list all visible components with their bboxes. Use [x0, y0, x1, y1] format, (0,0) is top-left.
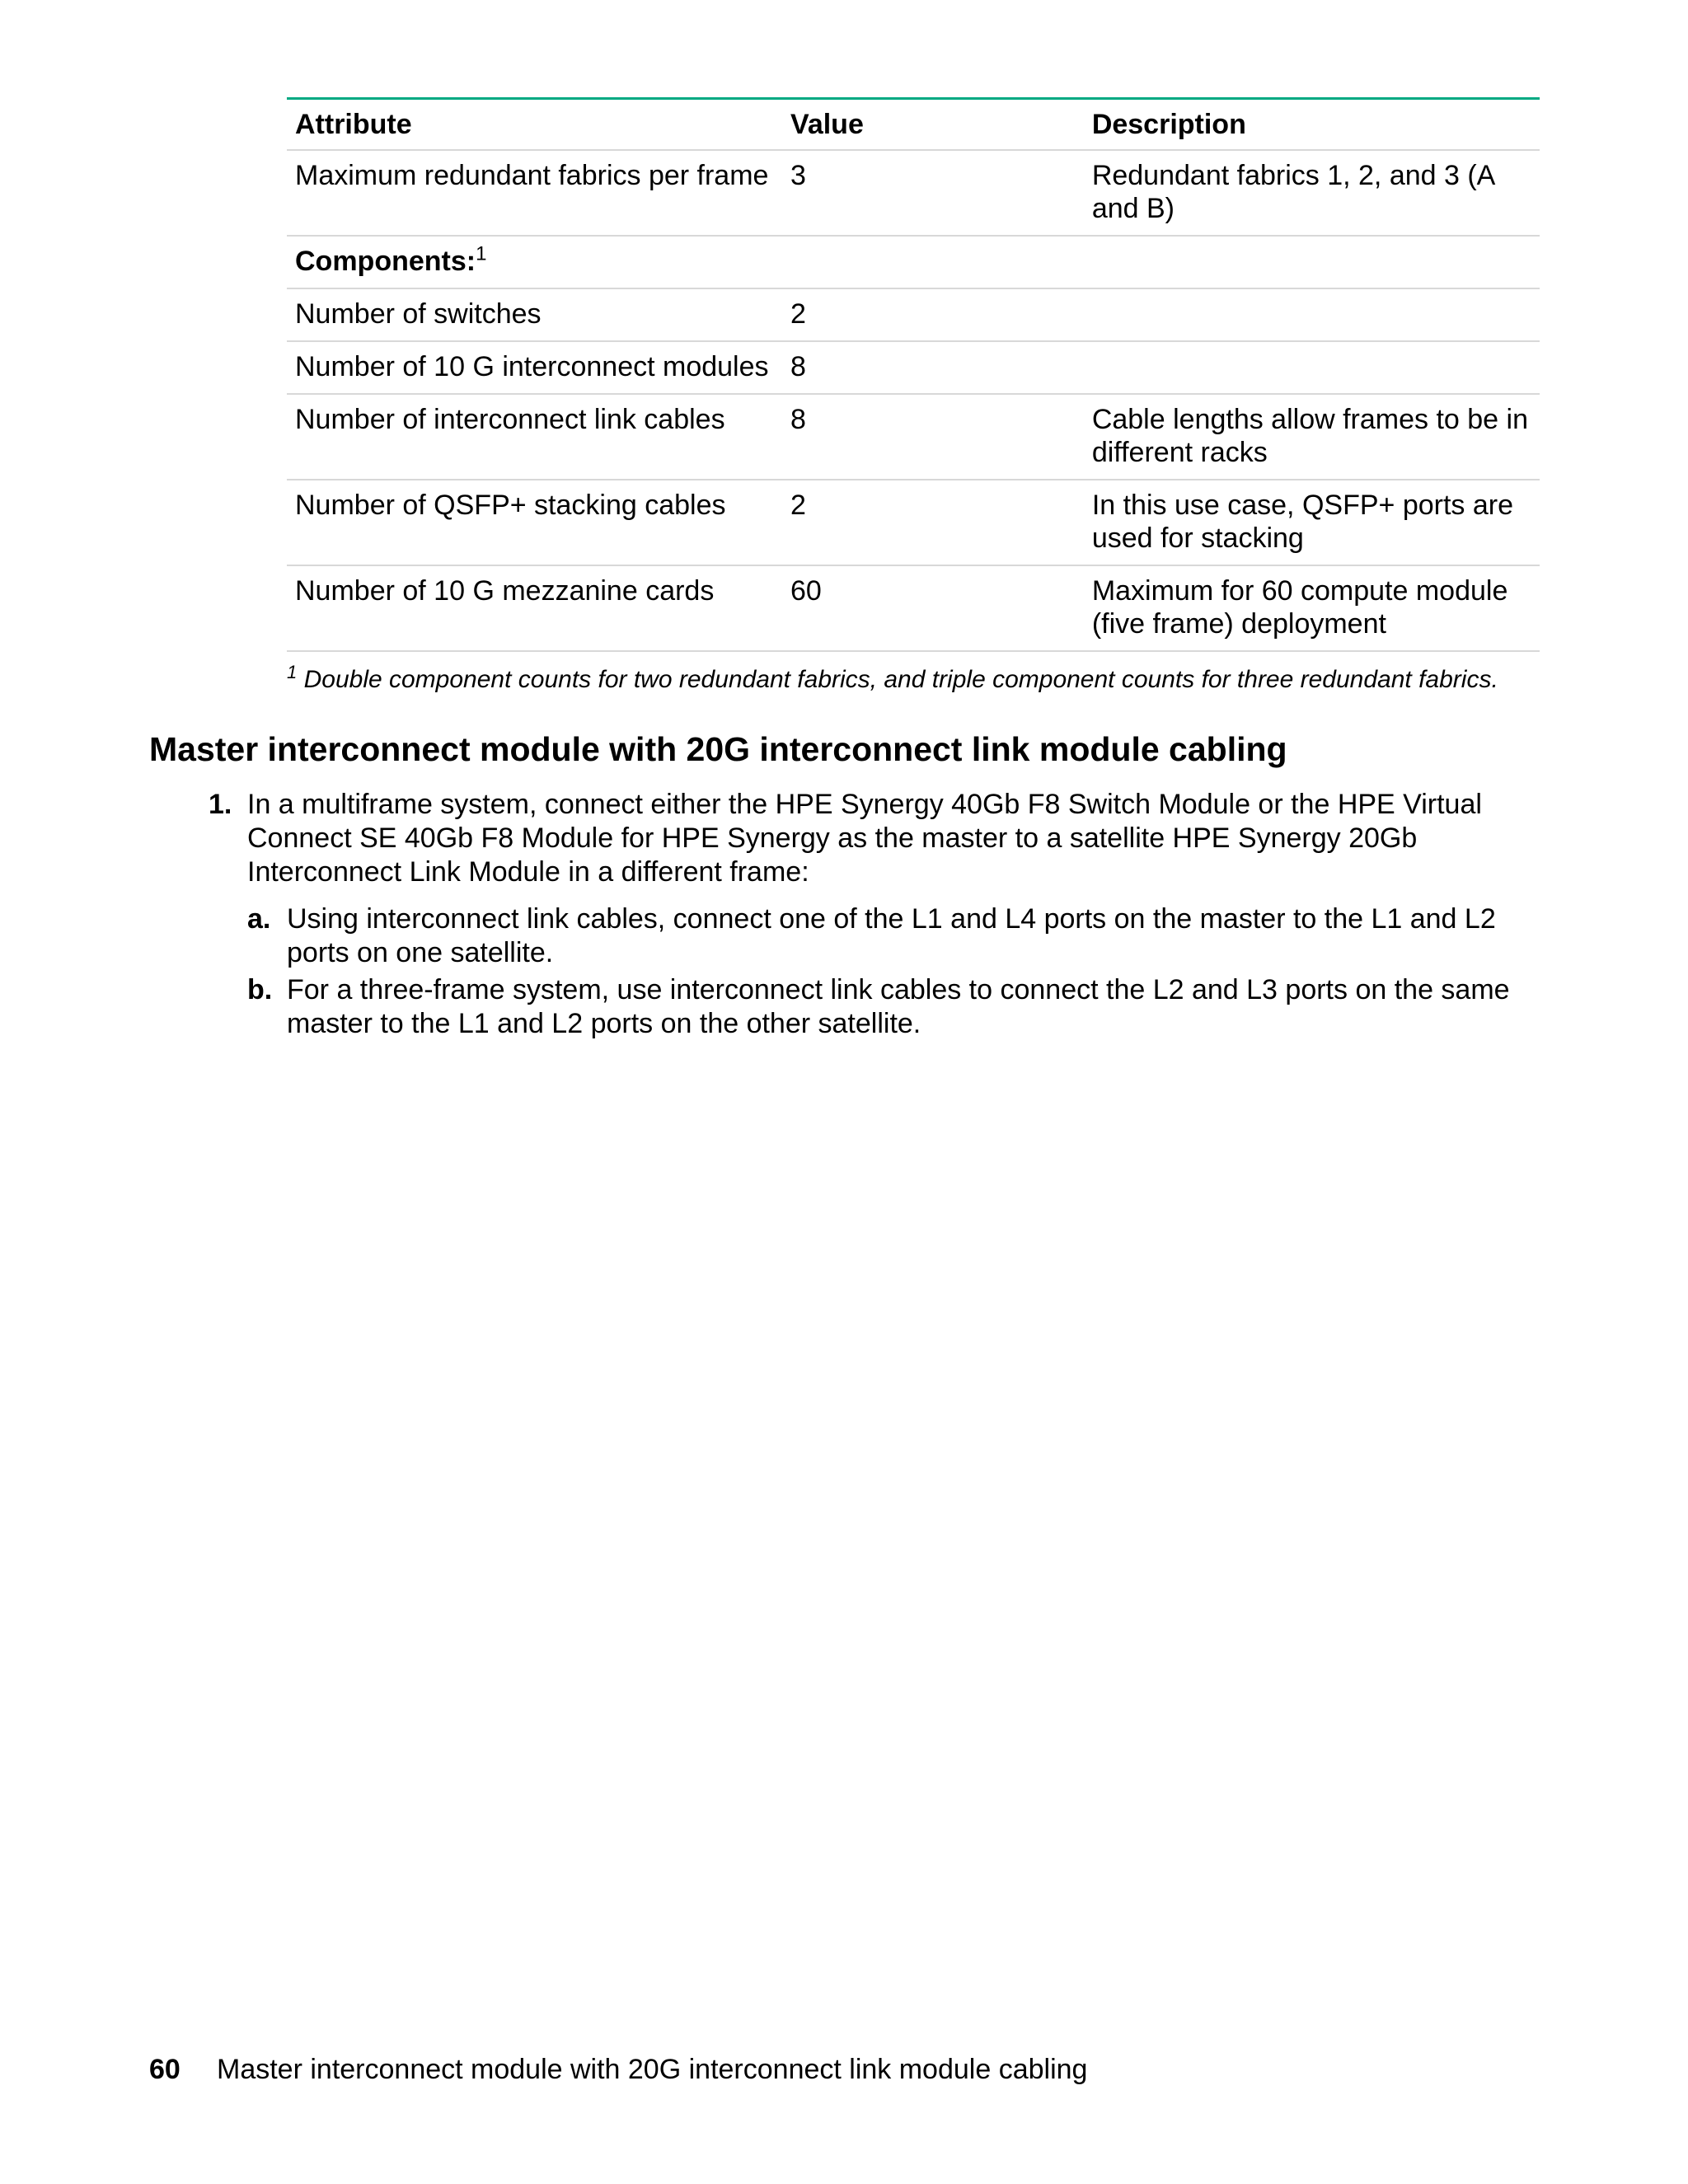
value-cell: 2: [782, 288, 1084, 341]
description-cell: [1084, 236, 1540, 288]
attribute-cell: Number of switches: [287, 288, 782, 341]
step-number: 1.: [209, 789, 232, 820]
step-1: [209, 788, 1541, 1041]
footnote-marker: 1: [287, 662, 298, 682]
table-row: [287, 288, 1540, 341]
attribute-cell: Number of 10 G interconnect modules: [287, 341, 782, 394]
header-description: Description: [1084, 99, 1540, 151]
table-row: [287, 565, 1540, 651]
attribute-cell: Number of QSFP+ stacking cables: [287, 480, 782, 565]
attribute-cell: Maximum redundant fabrics per frame: [287, 150, 782, 236]
description-cell: In this use case, QSFP+ ports are used for stacking: [1084, 480, 1540, 565]
attribute-cell: Number of interconnect link cables: [287, 394, 782, 480]
substeps-list: [247, 902, 1541, 1041]
value-cell: 8: [782, 341, 1084, 394]
header-value: Value: [782, 99, 1084, 151]
substep-letter: a.: [247, 903, 271, 935]
description-cell: Redundant fabrics 1, 2, and 3 (A and B): [1084, 150, 1540, 236]
footnote-text: Double component counts for two redundant fabrics, and triple component counts for three redundant fabrics.: [303, 666, 1498, 693]
description-cell: [1084, 341, 1540, 394]
description-cell: Cable lengths allow frames to be in different racks: [1084, 394, 1540, 480]
procedure-steps: [209, 788, 1541, 1044]
page-footer: [149, 2053, 1087, 2086]
table-footnote: [287, 664, 1498, 696]
table-group-row: [287, 236, 1540, 288]
step-text: In a multiframe system, connect either the HPE Synergy 40Gb F8 Switch Module or the HPE Virtual Connect SE 40Gb F8 Module for HPE Synergy as the master to a satellite HPE Synergy 20Gb Interconnect Link Module in a different frame:: [247, 789, 1482, 888]
table-row: [287, 480, 1540, 565]
description-cell: Maximum for 60 compute module (five frame) deployment: [1084, 565, 1540, 651]
substep-a: [247, 902, 1541, 970]
value-cell: [782, 236, 1084, 288]
page-number: 60: [149, 2054, 181, 2085]
substep-text: Using interconnect link cables, connect one of the L1 and L4 ports on the master to the L1 and L2 ports on one satellite.: [287, 903, 1496, 968]
table-row: [287, 341, 1540, 394]
attribute-cell: Number of 10 G mezzanine cards: [287, 565, 782, 651]
substep-b: [247, 973, 1541, 1041]
description-cell: [1084, 288, 1540, 341]
value-cell: 60: [782, 565, 1084, 651]
substep-letter: b.: [247, 974, 273, 1005]
components-group-label: Components:: [295, 246, 476, 277]
table-row: [287, 150, 1540, 236]
specifications-table: [287, 97, 1540, 652]
footer-title: Master interconnect module with 20G interconnect link module cabling: [217, 2054, 1088, 2085]
table-row: [287, 394, 1540, 480]
table-header-row: [287, 99, 1540, 151]
value-cell: 3: [782, 150, 1084, 236]
section-heading: Master interconnect module with 20G interconnect link module cabling: [149, 730, 1287, 768]
value-cell: 8: [782, 394, 1084, 480]
value-cell: 2: [782, 480, 1084, 565]
substep-text: For a three-frame system, use interconnect link cables to connect the L2 and L3 ports on the same master to the L1 and L2 ports on the other satellite.: [287, 974, 1510, 1039]
footnote-reference[interactable]: 1: [476, 242, 487, 265]
header-attribute: Attribute: [287, 99, 782, 151]
group-cell: [287, 236, 782, 288]
